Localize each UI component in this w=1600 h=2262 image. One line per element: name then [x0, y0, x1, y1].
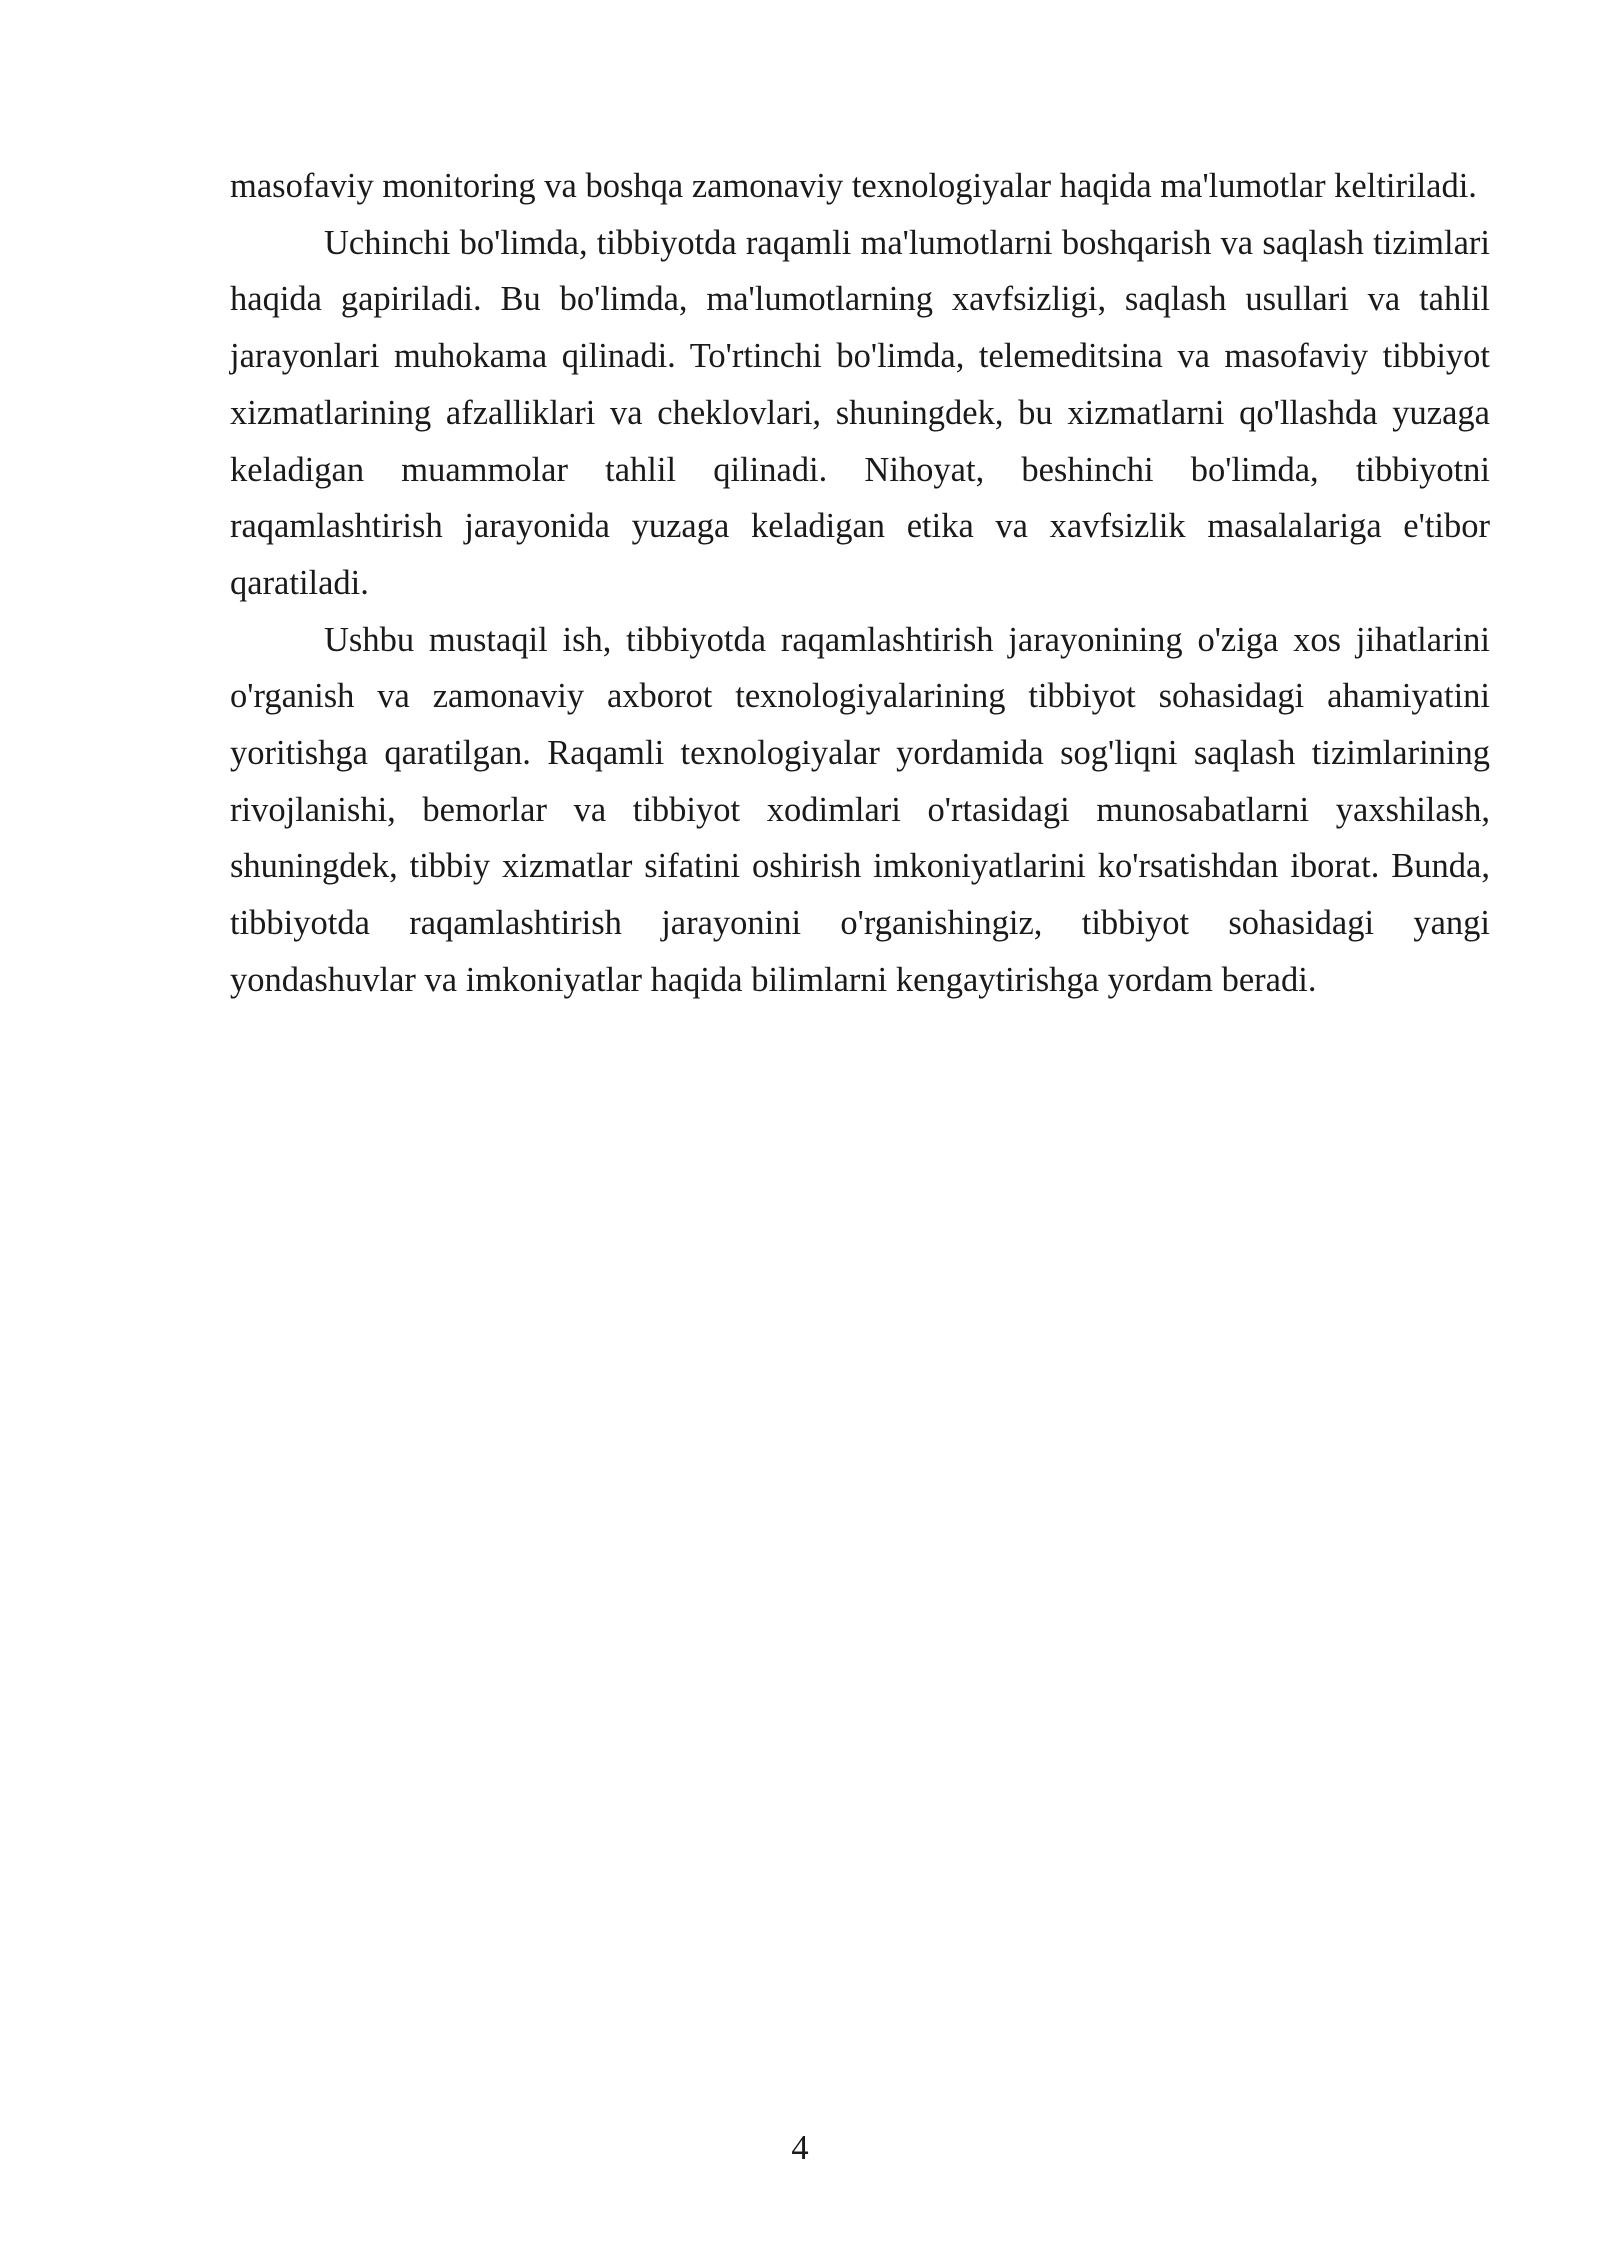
paragraph-third-section: Uchinchi bo'limda, tibbiyotda raqamli ma'lumotlarni boshqarish va saqlash tizimlari haqida gapiriladi. Bu bo'limda, ma'lumotlarning xavfsizligi, saqlash usullari va tahlil jarayonlari muhokama qilinadi. To'rtinchi bo'limda, telemeditsina va masofaviy tibbiyot xizmatlarining afzalliklari va cheklovlari, shuningdek, bu xizmatlarni qo'llashda yuzaga keladigan muammolar tahlil qilinadi. Nihoyat, beshinchi bo'limda, tibbiyotni raqamlashtirish jarayonida yuzaga keladigan etika va xavfsizlik masalalariga e'tibor qaratiladi.: [230, 223, 1490, 602]
body-text: [230, 158, 1490, 1009]
paragraph-purpose: Ushbu mustaqil ish, tibbiyotda raqamlashtirish jarayonining o'ziga xos jihatlarini o'rganish va zamonaviy axborot texnologiyalarining tibbiyot sohasidagi ahamiyatini yoritishga qaratilgan. Raqamli texnologiyalar yordamida sog'liqni saqlash tizimlarining rivojlanishi, bemorlar va tibbiyot xodimlari o'rtasidagi munosabatlarni yaxshilash, shuningdek, tibbiy xizmatlar sifatini oshirish imkoniyatlarini ko'rsatishdan iborat. Bunda, tibbiyotda raqamlashtirish jarayonini o'rganishingiz, tibbiyot sohasidagi yangi yondashuvlar va imkoniyatlar haqida bilimlarni kengaytirishga yordam beradi.: [230, 620, 1490, 999]
paragraph-continuation: masofaviy monitoring va boshqa zamonaviy texnologiyalar haqida ma'lumotlar keltiriladi.: [230, 167, 1477, 205]
page-number: 4: [791, 2129, 809, 2167]
